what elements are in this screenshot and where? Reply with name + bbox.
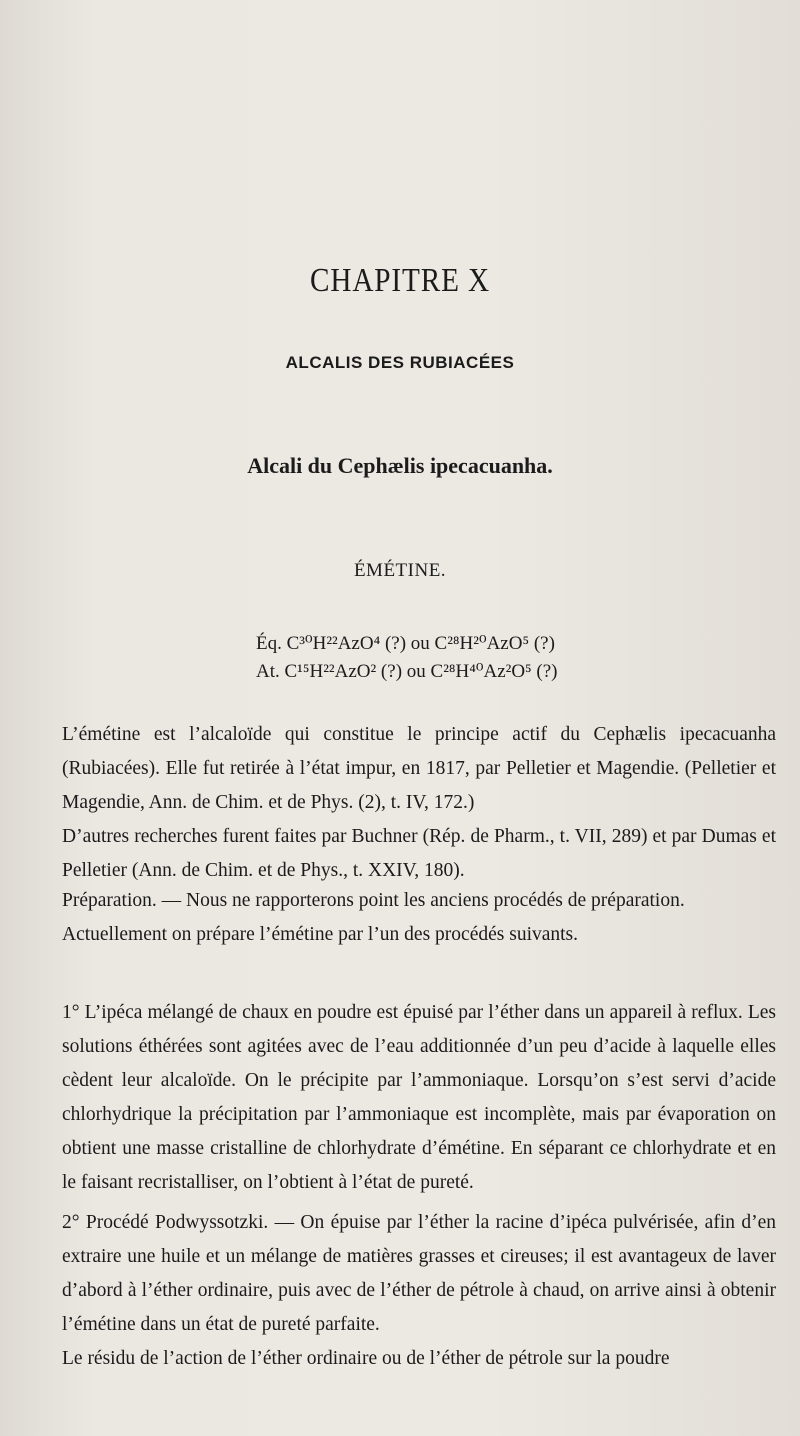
paragraph-method-2 <box>62 1206 776 1376</box>
paragraph-intro <box>62 718 776 888</box>
subsection-title: Alcali du Cephælis ipecacuanha. <box>247 453 553 478</box>
section-title: ALCALIS DES RUBIACÉES <box>285 353 515 372</box>
chapter-title: CHAPITRE X <box>309 262 490 299</box>
paragraph: Préparation. — Nous ne rapporterons point les anciens procédés de préparation. <box>62 890 685 911</box>
paragraph: L’émétine est l’alcaloïde qui constitue le principe actif du Cephælis ipecacuanha (Rubiacées). Elle fut retirée à l’état impur, en 1817, par Pelletier et Magendie. (Pelletier et Magendie, Ann. de Chim. et de Phys. (2), t. IV, 172.) <box>62 724 776 813</box>
paragraph: Le résidu de l’action de l’éther ordinaire ou de l’éther de pétrole sur la poudre <box>62 1348 670 1369</box>
formula-equivalent <box>256 632 555 655</box>
formula-text: C³⁰H²²AzO⁴ (?) ou C²⁸H²⁰AzO⁵ (?) <box>286 633 555 654</box>
paragraph: 2° Procédé Podwyssotzki. — On épuise par l’éther la racine d’ipéca pulvérisée, afin d’en extraire une huile et un mélange de matières grasses et cireuses; il est avantageux de laver d’abord à l’éther ordinaire, puis avec de l’éther de pétrole à chaud, on arrive ainsi à obtenir l’émétine dans un état de pureté parfaite. <box>62 1212 776 1335</box>
paragraph: 1° L’ipéca mélangé de chaux en poudre est épuisé par l’éther dans un appareil à reflux. Les solutions éthérées sont agitées avec de l’eau additionnée d’un peu d’acide à laquelle elles cèdent leur alcaloïde. On le précipite par l’ammoniaque. Lorsqu’on s’est servi d’acide chlorhydrique la précipitation par l’ammoniaque est incomplète, mais par évaporation on obtient une masse cristalline de chlorhydrate d’émétine. En séparant ce chlorhydrate et en le faisant recristalliser, on l’obtient à l’état de pureté. <box>62 1002 776 1193</box>
formula-prefix: Éq. <box>256 633 282 654</box>
compound-name: ÉMÉTINE. <box>353 560 447 581</box>
paragraph: Actuellement on prépare l’émétine par l’un des procédés suivants. <box>62 924 579 945</box>
formula-prefix: At. <box>256 661 280 682</box>
formula-atomic <box>256 660 558 683</box>
paragraph-preparation <box>62 884 776 952</box>
formula-text: C¹⁵H²²AzO² (?) ou C²⁸H⁴⁰Az²O⁵ (?) <box>284 661 558 682</box>
paragraph: D’autres recherches furent faites par Buchner (Rép. de Pharm., t. VII, 289) et par Dumas et Pelletier (Ann. de Chim. et de Phys., t. XXIV, 180). <box>62 826 776 881</box>
paragraph-method-1 <box>62 996 776 1200</box>
